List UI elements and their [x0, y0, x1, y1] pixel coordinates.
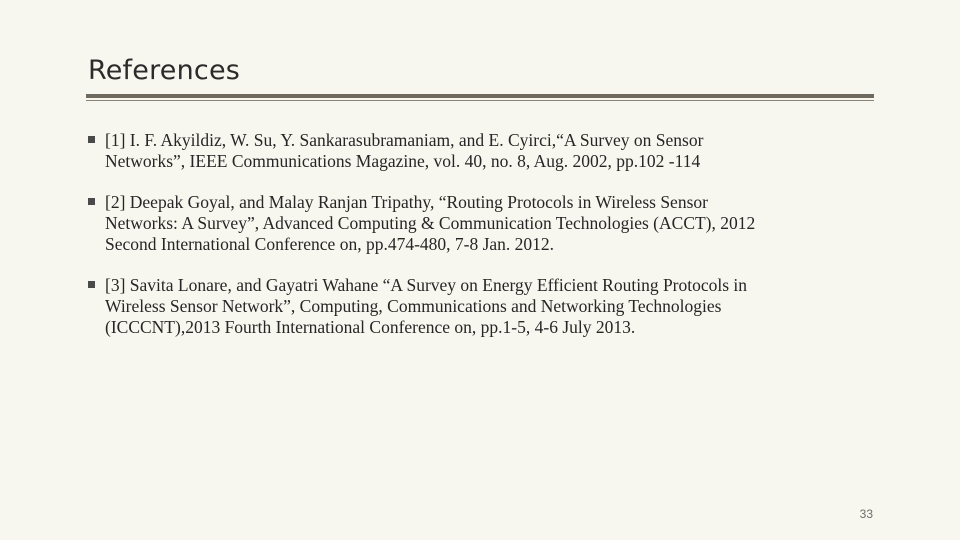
square-bullet-icon	[88, 136, 95, 143]
slide-title: References	[88, 55, 241, 86]
reference-list	[88, 130, 878, 358]
reference-text-line: Networks: A Survey”, Advanced Computing & Communication Technologies (ACCT), 2012	[105, 213, 756, 233]
reference-text-line: (ICCCNT),2013 Fourth International Conference on, pp.1-5, 4-6 July 2013.	[105, 317, 636, 337]
square-bullet-icon	[88, 198, 95, 205]
reference-item-2	[88, 192, 878, 255]
reference-text-line: [3] Savita Lonare, and Gayatri Wahane “A Survey on Energy Efficient Routing Protocols in	[105, 275, 748, 295]
reference-text-line: Second International Conference on, pp.474-480, 7-8 Jan. 2012.	[105, 234, 555, 254]
square-bullet-icon	[88, 281, 95, 288]
reference-item-1	[88, 130, 878, 172]
reference-text-line: Wireless Sensor Network”, Computing, Communications and Networking Technologies	[105, 296, 722, 316]
reference-text-line: Networks”, IEEE Communications Magazine, vol. 40, no. 8, Aug. 2002, pp.102 -114	[105, 151, 701, 171]
reference-text-line: [1] I. F. Akyildiz, W. Su, Y. Sankarasubramaniam, and E. Cyirci,“A Survey on Sensor	[105, 130, 704, 150]
title-underline-thick	[86, 94, 874, 98]
reference-text-line: [2] Deepak Goyal, and Malay Ranjan Tripathy, “Routing Protocols in Wireless Sensor	[105, 192, 708, 212]
title-underline-thin	[86, 100, 874, 101]
page-number: 33	[859, 507, 873, 521]
reference-item-3	[88, 275, 878, 338]
